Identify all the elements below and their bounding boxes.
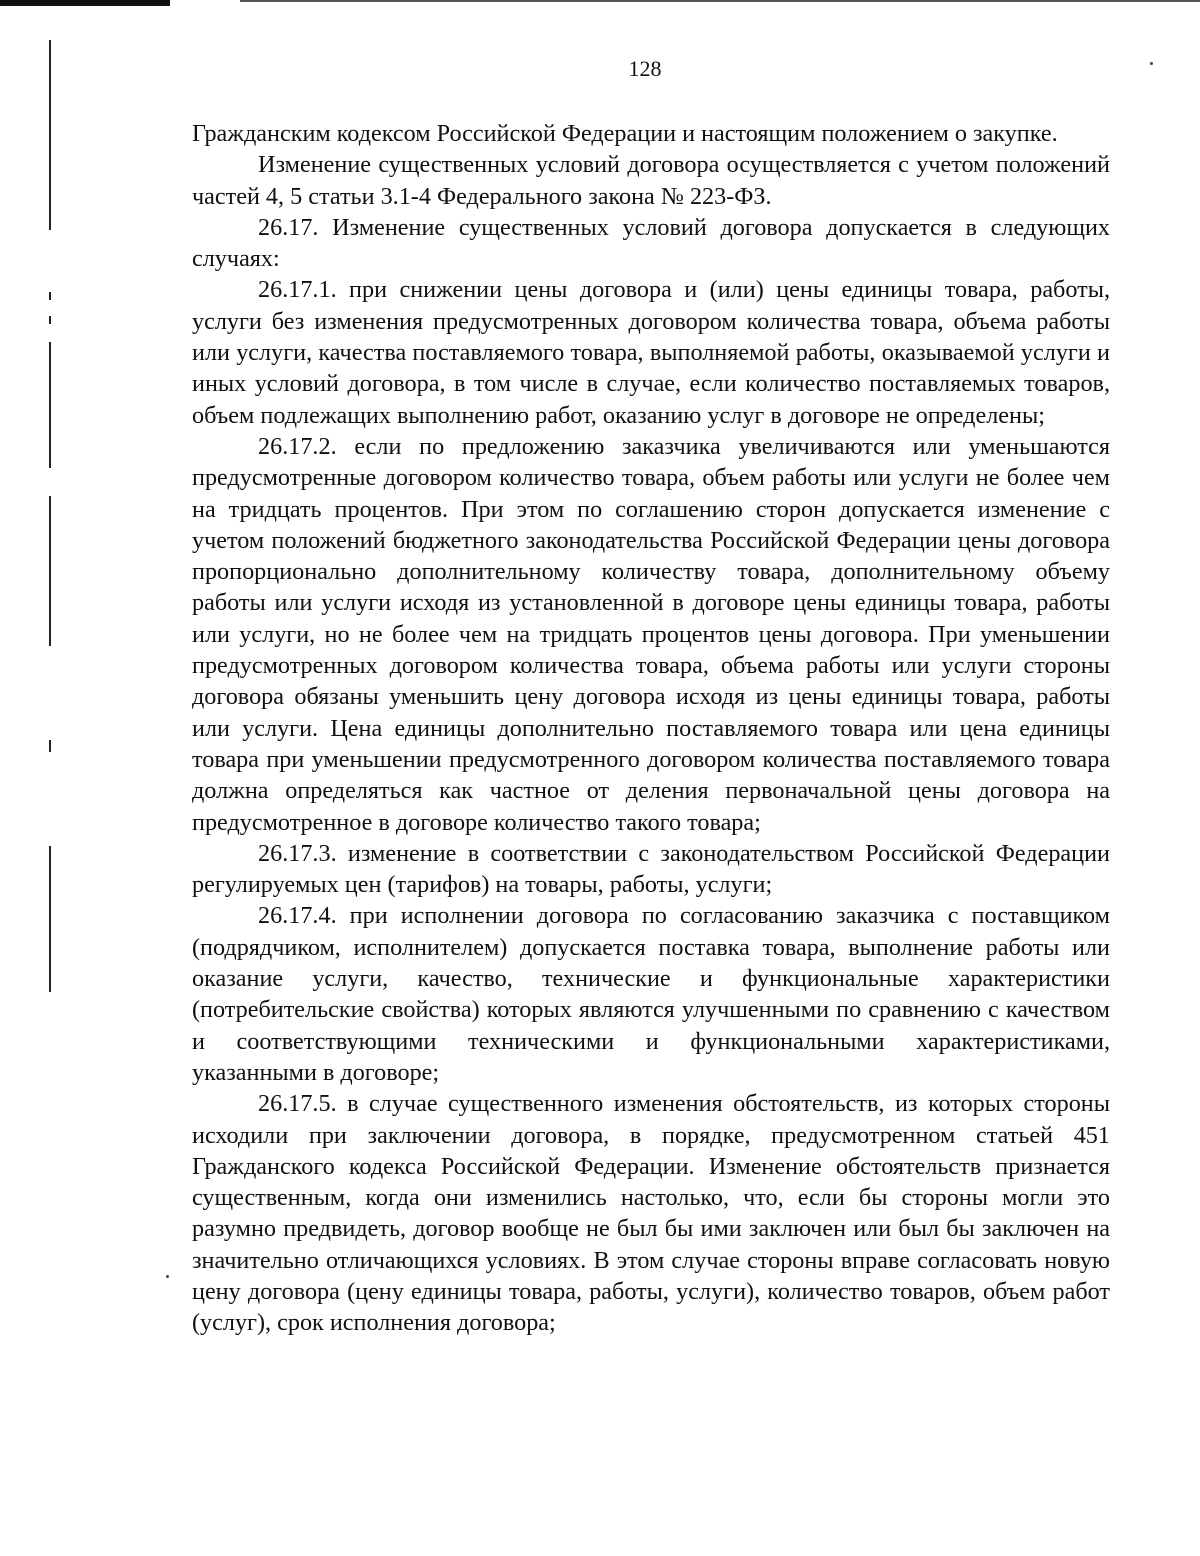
scan-margin-mark: [49, 342, 51, 468]
scan-edge-top: [240, 0, 1200, 2]
scan-edge-top-left: [0, 0, 170, 6]
clause-26-17: 26.17. Изменение существенных условий договора допускается в следующих случаях:: [192, 213, 1110, 273]
clause-26-17-4: 26.17.4. при исполнении договора по согласованию заказчика с поставщиком (подрядчиком, исполнителем) допускается поставка товара, выполнение работы или оказание услуги, качество, технические и функциональные характеристики (потребительские свойства) которых являются улучшенными по сравнению с качеством и соответствующими техническими и функциональными характеристиками, указанными в договоре;: [192, 902, 1110, 1086]
clause-26-17-2: 26.17.2. если по предложению заказчика увеличиваются или уменьшаются предусмотренные договором количество товара, объем работы или услуги не более чем на тридцать процентов. При этом по соглашению сторон допускается изменение с учетом положений бюджетного законодательства Российской Федерации цены договора пропорционально дополнительному количеству товара, дополнительному объему работы или услуги исходя из установленной в договоре цены единицы товара, работы или услуги, но не более чем на тридцать процентов цены договора. При уменьшении предусмотренных договором количества товара, объема работы или услуги стороны договора обязаны уменьшить цену договора исходя из цены единицы товара, работы или услуги. Цена единицы дополнительно поставляемого товара или цена единицы товара при уменьшении предусмотренного договором количества поставляемого товара должна определяться как частное от деления первоначальной цены договора на предусмотренное в договоре количество такого товара;: [192, 432, 1110, 836]
clause-26-17-3: 26.17.3. изменение в соответствии с законодательством Российской Федерации регулируемых цен (тарифов) на товары, работы, услуги;: [192, 839, 1110, 899]
page-number: 128: [628, 56, 662, 81]
clause-26-17-1: 26.17.1. при снижении цены договора и (или) цены единицы товара, работы, услуги без изменения предусмотренных договором количества товара, объема работы или услуги, качества поставляемого товара, выполняемой работы, оказываемой услуги и иных условий договора, в том числе в случае, если количество поставляемых товаров, объем подлежащих выполнению работ, оказанию услуг в договоре не определены;: [192, 276, 1110, 429]
scan-margin-mark: [49, 292, 51, 300]
paragraph-intro: Изменение существенных условий договора осуществляется с учетом положений частей 4, 5 статьи 3.1-4 Федерального закона № 223-ФЗ.: [192, 151, 1110, 210]
document-body: [192, 118, 1110, 1339]
scan-speck: [166, 1275, 169, 1278]
clause-26-17-5: 26.17.5. в случае существенного изменения обстоятельств, из которых стороны исходили при заключении договора, в порядке, предусмотренном статьей 451 Гражданского кодекса Российской Федерации. Изменение обстоятельств признается существенным, когда они изменились настолько, что, если бы стороны могли это разумно предвидеть, договор вообще не был бы ими заключен или был бы заключен на значительно отличающихся условиях. В этом случае стороны вправе согласовать новую цену договора (цену единицы товара, работы, услуги), количество товаров, объем работ (услуг), срок исполнения договора;: [192, 1090, 1110, 1337]
scan-margin-mark: [49, 316, 51, 324]
scan-margin-mark: [49, 846, 51, 992]
scan-margin-mark: [49, 496, 51, 646]
scan-margin-mark: [49, 740, 51, 752]
paragraph-continuation: Гражданским кодексом Российской Федерации и настоящим положением о закупке.: [192, 120, 1058, 147]
